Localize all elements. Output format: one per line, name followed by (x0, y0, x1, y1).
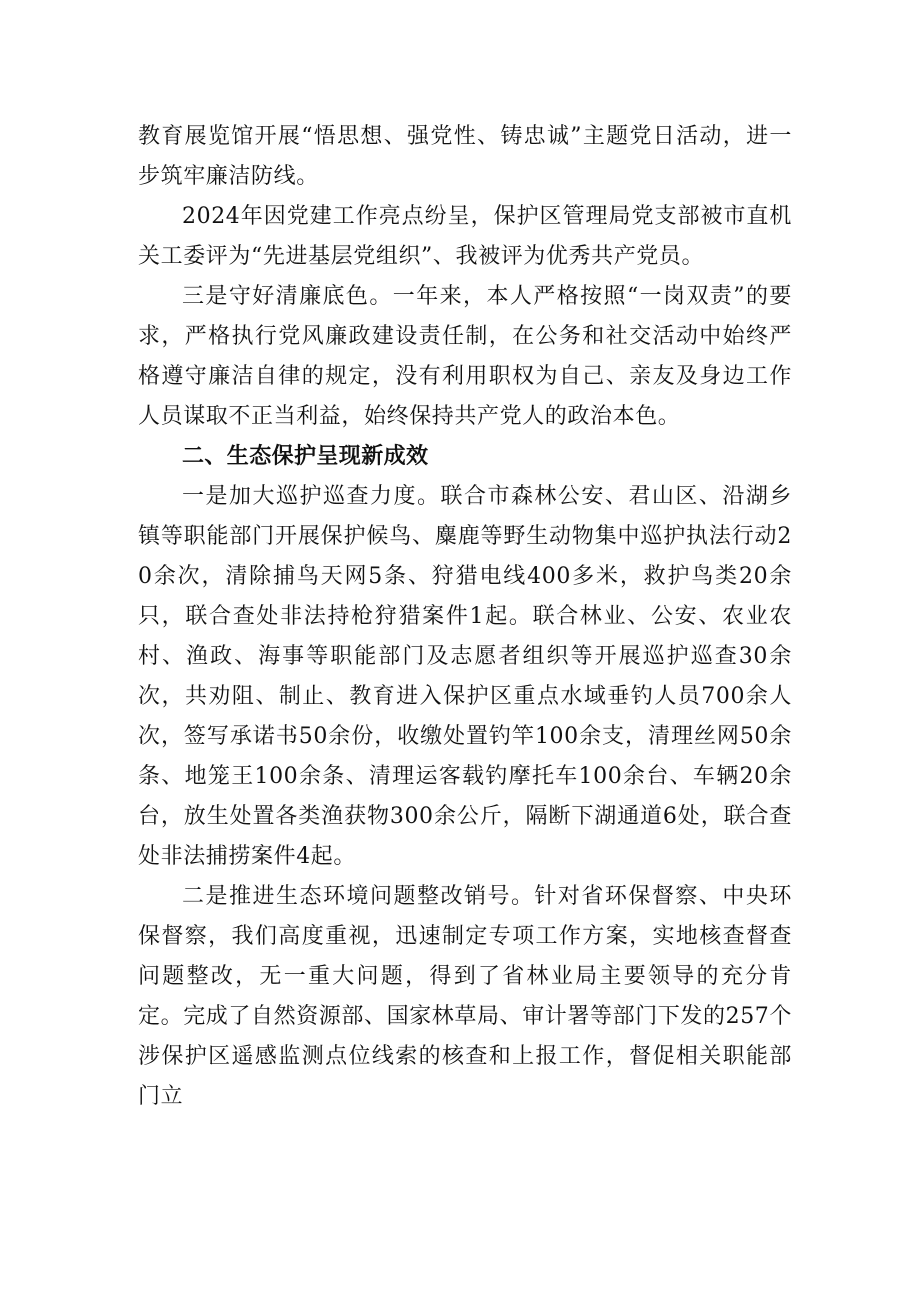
paragraph-patrol-inspection: 一是加大巡护巡查力度。联合市森林公安、君山区、沿湖乡镇等职能部门开展保护候鸟、麋鹿等野生动物集中巡护执法行动20余次，清除捕鸟天网5条、狩猎电线400多米，救护鸟类20余只，联合查处非法持枪狩猎案件1起。联合林业、公安、农业农村、渔政、海事等职能部门及志愿者组织等开展巡护巡查30余次，共劝阻、制止、教育进入保护区重点水域垂钓人员700余人次，签写承诺书50余份，收缴处置钓竿100余支，清理丝网50余条、地笼王100余条、清理运客载钓摩托车100余台、车辆20余台，放生处置各类渔获物300余公斤，隔断下湖通道6处，联合查处非法捕捞案件4起。 (138, 484, 792, 869)
section-heading-ecological-protection: 二、生态保护呈现新成效 (182, 444, 429, 469)
paragraph-rectification: 二是推进生态环境问题整改销号。针对省环保督察、中央环保督察，我们高度重视，迅速制定专项工作方案，实地核查督查问题整改，无一重大问题，得到了省林业局主要领导的充分肯定。完成了自然资源部、国家林草局、审计署等部门下发的257个涉保护区遥感监测点位线索的核查和上报工作，督促相关职能部门立 (138, 884, 792, 1109)
paragraph-integrity: 三是守好清廉底色。一年来，本人严格按照“一岗双责”的要求，严格执行党风廉政建设责任制，在公务和社交活动中始终严格遵守廉洁自律的规定，没有利用职权为自己、亲友及身边工作人员谋取不正当利益，始终保持共产党人的政治本色。 (138, 284, 792, 429)
paragraph-party-day-continuation: 教育展览馆开展“悟思想、强党性、铸忠诚”主题党日活动，进一步筑牢廉洁防线。 (138, 124, 792, 189)
paragraph-party-honors-2024: 2024年因党建工作亮点纷呈，保护区管理局党支部被市直机关工委评为“先进基层党组织”、我被评为优秀共产党员。 (138, 204, 792, 269)
document-body (138, 117, 792, 1117)
